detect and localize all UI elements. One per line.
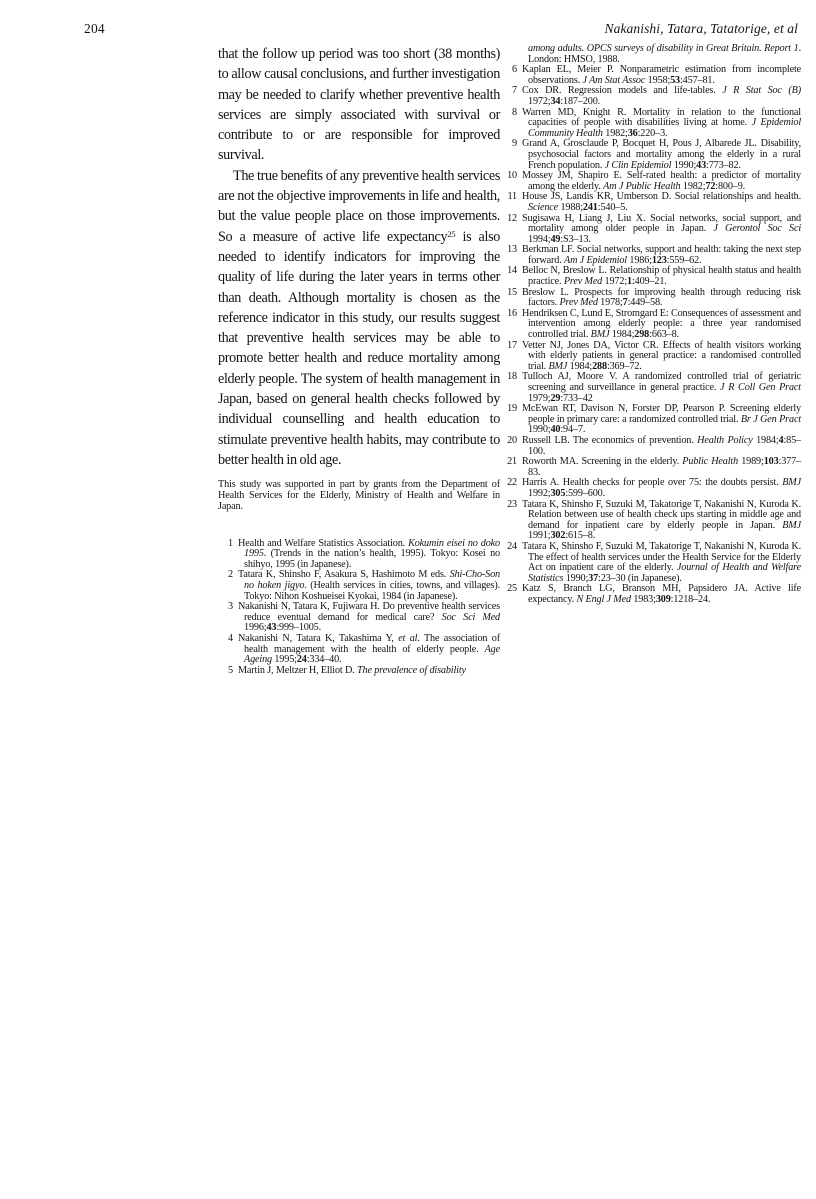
text-segment: 1979;: [528, 392, 551, 404]
text-segment: Tatara K, Shinsho F, Asakura S, Hashimoto M eds.: [238, 569, 450, 581]
text-segment: Roworth MA. Screening in the elderly.: [522, 456, 683, 468]
reference-number: 10: [507, 170, 517, 182]
text-segment: :540–5.: [597, 201, 628, 213]
text-segment: House JS, Landis KR, Umberson D. Social relationships and health.: [522, 191, 801, 203]
acknowledgement: This study was supported in part by grants from the Department of Health Services for the Elderly, Ministry of Health and Welfare in Japan.: [218, 479, 500, 512]
reference-item: [502, 341, 801, 373]
text-segment: 1994;: [528, 233, 551, 245]
text-segment: 1982;: [680, 180, 706, 192]
text-segment: 1989;: [738, 456, 764, 468]
text-segment: 53: [670, 74, 680, 86]
text-segment: McEwan RT, Davison N, Forster DP, Pearson P. Screening elderly people in primary care: a randomized controlled trial.: [522, 403, 801, 425]
text-segment: 1991;: [528, 530, 551, 542]
reference-number: 1: [228, 537, 233, 549]
page-number: 204: [84, 21, 105, 36]
text-segment: that the follow up period was too short (38 months) to allow causal conclusions, and further investigation may be needed to clarify whether preventive health services are simply associated with survival or contribute to or are responsible for improved survival.: [218, 46, 500, 164]
reference-item: [502, 404, 801, 436]
reference-item: [502, 288, 801, 309]
reference-number: 11: [507, 191, 517, 203]
text-segment: :369–72.: [606, 360, 642, 372]
right-column: [502, 44, 801, 605]
body-text: [218, 44, 500, 470]
reference-item: [502, 457, 801, 478]
text-segment: :85–100.: [528, 434, 801, 457]
reference-item: [502, 309, 801, 341]
paragraph: [218, 44, 500, 166]
text-segment: J R Coll Gen Pract: [720, 382, 801, 393]
text-segment: 298: [634, 329, 650, 341]
text-segment: 29: [550, 392, 561, 404]
text-segment: 49: [550, 233, 561, 245]
text-segment: BMJ: [548, 360, 568, 372]
text-segment: Russell LB. The economics of prevention.: [522, 434, 698, 446]
text-segment: :800–9.: [715, 180, 746, 192]
text-segment: 288: [592, 360, 607, 372]
text-segment: Nakanishi N, Tatara K, Takashima Y,: [238, 632, 399, 644]
text-segment: Cox DR. Regression models and life-tables.: [522, 85, 723, 97]
text-segment: Tulloch AJ, Moore V. A randomized controlled trial of geriatric screening and surveillance in general practice.: [522, 371, 801, 393]
text-segment: Warren MD, Knight R. Mortality in relation to the functional capacities of people with disabilities living at home.: [522, 106, 801, 129]
text-segment: Kaplan EL, Meier P. Nonparametric estimation from incomplete observations.: [522, 64, 801, 86]
reference-number: 24: [507, 540, 517, 552]
text-segment: :94–7.: [560, 424, 586, 436]
reference-item: [502, 478, 801, 499]
text-segment: :187–200.: [560, 95, 601, 107]
reference-number: 16: [507, 307, 517, 319]
reference-item: [502, 542, 801, 584]
text-segment: Prev Med: [563, 276, 603, 288]
text-segment: 1996;: [244, 622, 267, 634]
paragraph: [218, 166, 500, 470]
text-segment: Health Policy: [697, 434, 753, 446]
reference-item: [502, 65, 801, 86]
reference-number: 22: [507, 477, 517, 489]
text-segment: :377–83.: [528, 456, 801, 478]
text-segment: The true benefits of any preventive health services are not the objective improvements in life and health, but the value people place on those improvements. So a measure of active life expectancy: [218, 167, 500, 245]
text-segment: 1972;: [528, 95, 551, 107]
reference-number: 9: [512, 138, 517, 150]
text-segment: among adults. OPCS surveys of disability in Great Britain. Report 1: [528, 43, 799, 54]
left-column: [218, 44, 500, 676]
text-segment: Journal of Health and Welfare Statistics: [528, 562, 801, 584]
reference-number: 20: [507, 434, 517, 446]
text-segment: 7: [622, 297, 628, 309]
text-segment: 1986;: [626, 254, 652, 266]
text-segment: J Clin Epidemiol: [604, 159, 672, 171]
text-segment: Mossey JM, Shapiro E. Self-rated health: a predictor of mortality among the elderly.: [522, 170, 801, 192]
text-segment: 1982;: [602, 127, 628, 139]
text-segment: Prev Med: [559, 297, 598, 309]
reference-number: 17: [507, 339, 517, 351]
text-segment: N Engl J Med: [576, 593, 631, 605]
reference-item: [218, 570, 500, 602]
text-segment: Vetter NJ, Jones DA, Victor CR. Effects of health visitors working with elderly patients in general practice: a randomised controlled trial.: [522, 339, 801, 372]
reference-item: [502, 108, 801, 140]
reference-list-left: [218, 539, 500, 677]
text-segment: Nakanishi N, Tatara K, Fujiwara H. Do preventive health services reduce eventual demand for medical care?: [238, 601, 500, 623]
text-segment: Soc Sci Med: [441, 611, 501, 623]
reference-item: [502, 266, 801, 287]
reference-item: [218, 539, 500, 571]
reference-item: [502, 44, 801, 65]
reference-item: [502, 86, 801, 107]
text-segment: Health and Welfare Statistics Association.: [238, 537, 409, 549]
text-segment: 1978;: [597, 297, 623, 309]
text-segment: 1988;: [558, 201, 583, 213]
reference-item: [502, 245, 801, 266]
text-segment: :220–3.: [637, 127, 668, 139]
text-segment: :733–42: [560, 392, 593, 404]
text-segment: Am J Epidemiol: [564, 254, 627, 266]
reference-number: 13: [507, 244, 517, 256]
text-segment: Science: [528, 201, 559, 213]
text-segment: :559–62.: [666, 254, 702, 266]
text-segment: Shi-Cho-Son no hoken jigyo: [244, 569, 500, 591]
text-segment: 72: [705, 180, 716, 192]
text-segment: BMJ: [782, 519, 801, 531]
reference-item: [502, 192, 801, 213]
text-segment: BMJ: [782, 477, 801, 489]
text-segment: :409–21.: [631, 276, 667, 288]
text-segment: . (Trends in the nation’s health, 1995). Tokyo: Kosei no shihyo, 1995 (in Japanese).: [244, 548, 500, 570]
text-segment: :773–82.: [706, 159, 741, 171]
text-segment: 123: [651, 254, 667, 266]
text-segment: 1984;: [609, 329, 635, 341]
text-segment: Hendriksen C, Lund E, Stromgard E: Consequences of assessment and intervention among elderly people: a three year randomised controlled trial.: [522, 307, 801, 341]
reference-item: [502, 171, 801, 192]
reference-number: 19: [507, 403, 517, 415]
text-segment: 24: [296, 654, 307, 666]
reference-item: [218, 634, 500, 666]
text-segment: 1984;: [752, 434, 779, 446]
text-segment: Age Ageing: [244, 643, 500, 666]
text-segment: 1992;: [528, 487, 551, 499]
text-segment: 1958;: [645, 74, 671, 86]
reference-number: 14: [507, 265, 517, 277]
reference-number: 4: [228, 632, 233, 644]
text-segment: is also needed to identify indicators for improving the quality of life during the later years in terms other than death. Although mortality is chosen as the reference indicator in this study, our results suggest that preventive health services may be able to promote better health and reduce mortality among elderly people. The system of health management in Japan, based on general health checks followed by individual counselling and health education to stimulate preventive health habits, may contribute to better health in old age.: [218, 228, 500, 468]
reference-number: 25: [507, 583, 517, 595]
text-segment: 1990;: [528, 424, 551, 436]
text-segment: 34: [550, 95, 561, 107]
text-segment: . The association of health management with the health of elderly people.: [244, 632, 500, 655]
text-segment: J Am Stat Assoc: [582, 74, 646, 86]
page-header: [84, 21, 798, 37]
reference-item: [502, 584, 801, 605]
text-segment: :615–8.: [565, 530, 596, 542]
text-segment: 1984;: [567, 360, 593, 372]
text-segment: Tatara K, Shinsho F, Suzuki M, Takatorige T, Nakanishi N, Kuroda K. Relation between use of health check ups starting in middle age and demand for inpatient care by elderly people in Japan.: [522, 498, 801, 531]
text-segment: :1218–24.: [670, 593, 711, 605]
reference-item: [502, 372, 801, 404]
reference-number: 18: [507, 371, 517, 383]
text-segment: 302: [550, 530, 566, 542]
text-segment: 43: [266, 622, 277, 634]
text-segment: :23–30 (in Japanese).: [598, 572, 682, 584]
reference-item: [502, 500, 801, 542]
text-segment: 1: [627, 276, 632, 288]
text-segment: J Epidemiol Community Health: [528, 117, 802, 139]
text-segment: Sugisawa H, Liang J, Liu X. Social networks, social support, and mortality among older people in Japan.: [522, 212, 801, 235]
text-segment: Br J Gen Pract: [740, 413, 801, 425]
text-segment: :999–1005.: [276, 622, 321, 634]
text-segment: :599–600.: [565, 487, 605, 499]
text-segment: Tatara K, Shinsho F, Suzuki M, Takatorige T, Nakanishi N, Kuroda K. The effect of health services under the Health Service for the Elderly Act on inpatient care of the elderly.: [522, 540, 801, 574]
text-segment: :S3–13.: [560, 233, 591, 245]
text-segment: Harris A. Health checks for people over 75: the doubts persist.: [522, 477, 783, 489]
reference-number: 23: [507, 498, 517, 510]
text-segment: 305: [550, 487, 566, 499]
text-segment: 1972;: [602, 276, 627, 288]
text-segment: 4: [778, 434, 784, 446]
text-segment: 37: [588, 572, 599, 584]
text-segment: Martin J, Meltzer H, Elliot D.: [238, 664, 357, 676]
reference-number: 3: [228, 601, 233, 613]
text-segment: 1995;: [271, 654, 297, 666]
text-segment: 36: [627, 127, 638, 139]
reference-item: [502, 214, 801, 246]
reference-number: 12: [507, 212, 517, 224]
text-segment: J Gerontol Soc Sci: [713, 223, 801, 235]
text-segment: The prevalence of disability: [357, 664, 466, 676]
text-segment: . (Health services in cities, towns, and villages). Tokyo: Nihon Koshueisei Kyokai, 1984 (in Japanese).: [244, 580, 500, 602]
text-segment: 1990;: [563, 572, 589, 584]
running-head: Nakanishi, Tatara, Tatatorige, et al: [604, 21, 798, 36]
text-segment: :449–58.: [627, 297, 663, 309]
reference-item: [502, 139, 801, 171]
text-segment: Public Health: [682, 456, 739, 468]
text-segment: 241: [582, 201, 598, 213]
text-segment: 25: [447, 228, 456, 239]
reference-list-right: [502, 44, 801, 605]
text-segment: 309: [655, 593, 671, 605]
text-segment: J R Stat Soc (B): [722, 85, 801, 97]
reference-number: 2: [228, 569, 233, 581]
text-segment: Am J Public Health: [603, 180, 681, 192]
reference-item: [502, 436, 801, 457]
text-segment: BMJ: [590, 329, 610, 341]
text-segment: . London: HMSO, 1988.: [528, 43, 801, 65]
text-segment: 103: [763, 456, 779, 468]
reference-number: 21: [507, 456, 517, 468]
reference-item: [218, 666, 500, 677]
reference-number: 5: [228, 664, 233, 676]
reference-number: 7: [512, 85, 517, 97]
reference-item: [218, 602, 500, 634]
text-segment: :334–40.: [306, 654, 342, 666]
text-segment: Kokumin eisei no doko 1995: [244, 537, 500, 560]
text-segment: :663–8.: [649, 329, 679, 341]
text-segment: Katz S, Branch LG, Branson MH, Papsidero JA. Active life expectancy.: [522, 583, 801, 605]
text-segment: et al: [398, 632, 418, 644]
text-segment: 1983;: [630, 593, 656, 605]
reference-number: 15: [507, 286, 517, 298]
text-segment: Belloc N, Breslow L. Relationship of physical health status and health practice.: [522, 265, 801, 288]
reference-number: 8: [512, 106, 517, 118]
reference-number: 6: [512, 64, 517, 76]
text-segment: :457–81.: [680, 74, 715, 86]
text-segment: 40: [550, 424, 561, 436]
text-segment: Grand A, Grosclaude P, Bocquet H, Pous J, Albarede JL. Disability, psychosocial factors and mortality among the elderly in a rural French population.: [522, 138, 801, 171]
text-segment: Berkman LF. Social networks, support and health: taking the next step forward.: [522, 244, 801, 266]
text-segment: Breslow L. Prospects for improving health through reducing risk factors.: [522, 286, 801, 309]
text-segment: 43: [696, 159, 707, 171]
text-segment: 1990;: [671, 159, 697, 171]
